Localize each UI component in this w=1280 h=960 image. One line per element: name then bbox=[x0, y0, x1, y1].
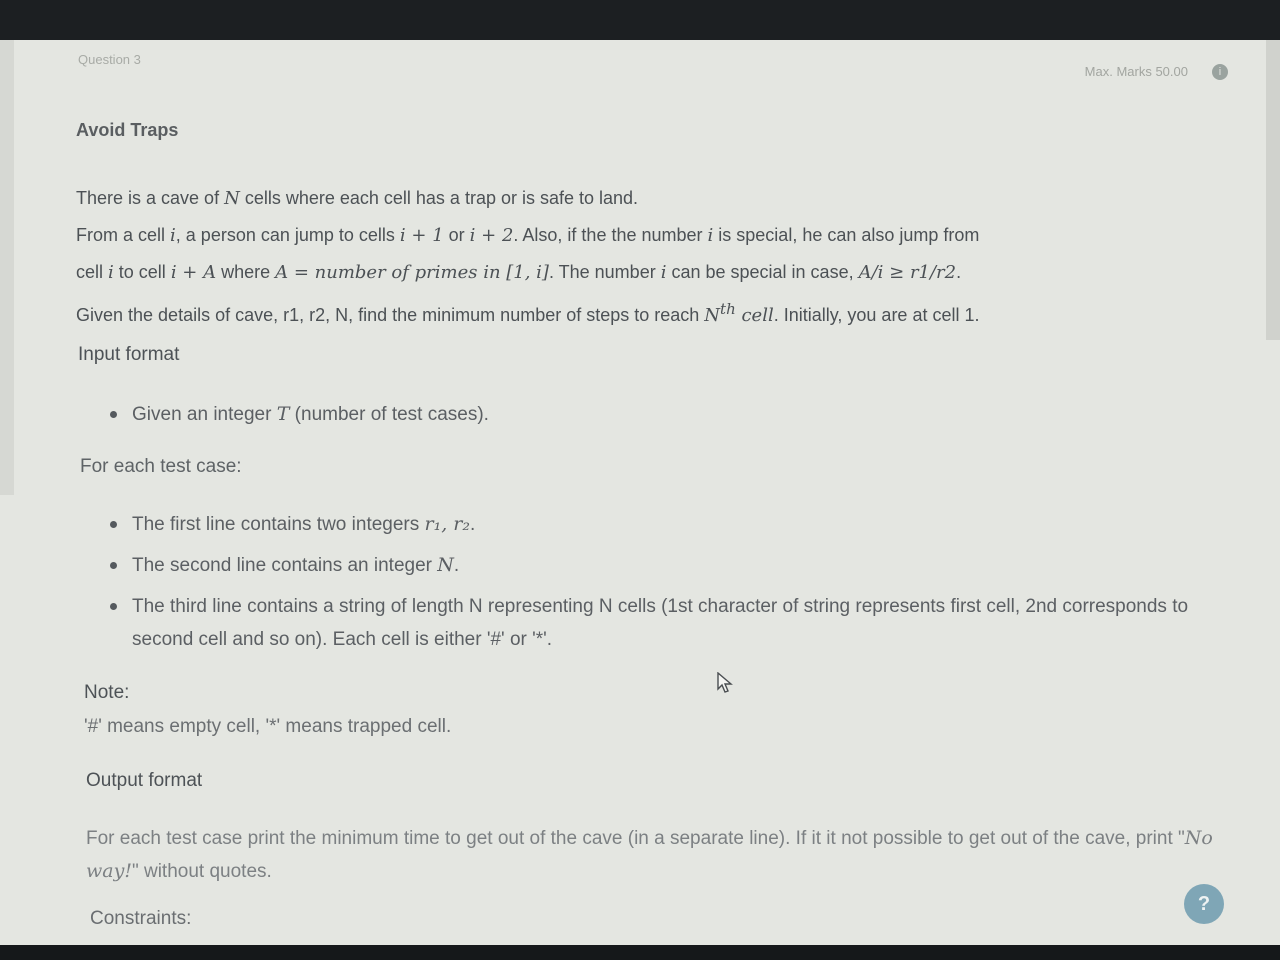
list-item: The third line contains a string of length N representing N cells (1st character of string represents first cell, 2nd corresponds to second cell and so on). Each cell is either '#' or '*'. bbox=[108, 590, 1208, 656]
monitor-bezel-top bbox=[0, 0, 1280, 40]
desc-line-4: Given the details of cave, r1, r2, N, find the minimum number of steps to reach $N^{th}$ cell. Initially, you are at cell 1. bbox=[76, 300, 980, 326]
list-item: The first line contains two integers r₁, r₂. bbox=[108, 508, 1208, 541]
desc-line-1: There is a cave of N cells where each cell has a trap or is safe to land. bbox=[76, 188, 639, 209]
info-icon[interactable]: i bbox=[1212, 64, 1228, 80]
test-case-list bbox=[108, 508, 1208, 656]
max-marks: Max. Marks 50.00 bbox=[1084, 64, 1188, 79]
list-item: The second line contains an integer N. bbox=[108, 549, 1208, 582]
input-format-heading: Input format bbox=[78, 344, 180, 365]
per-test-case-label: For each test case: bbox=[80, 456, 242, 477]
note-heading: Note: bbox=[84, 682, 130, 703]
constraints-heading: Constraints: bbox=[90, 908, 192, 929]
note-text: '#' means empty cell, '*' means trapped cell. bbox=[84, 716, 452, 737]
scrollbar[interactable] bbox=[1266, 40, 1280, 340]
problem-title: Avoid Traps bbox=[76, 120, 179, 140]
desc-line-2: From a cell i, a person can jump to cells i + 1 or i + 2. Also, if the the number i is special, he can also jump from bbox=[76, 225, 980, 246]
output-format-heading: Output format bbox=[86, 770, 203, 791]
help-button[interactable] bbox=[1184, 884, 1224, 924]
left-panel-edge bbox=[0, 40, 14, 495]
monitor-bezel-bottom bbox=[0, 945, 1280, 960]
output-format-text: For each test case print the minimum time to get out of the cave (in a separate line). If it it not possible to get out of the cave, print "No way!" without quotes. bbox=[86, 827, 1213, 882]
question-mark-icon: ? bbox=[1197, 893, 1211, 915]
list-item: Given an integer T (number of test cases). bbox=[108, 398, 1208, 431]
question-label: Question 3 bbox=[78, 52, 141, 67]
mouse-pointer-icon bbox=[716, 672, 734, 699]
problem-description bbox=[76, 180, 1216, 334]
desc-line-3: cell i to cell i + A where A = number of primes in [1, i]. The number i can be special in case, A/i ≥ r1/r2. bbox=[76, 262, 962, 283]
input-list bbox=[108, 398, 1208, 431]
